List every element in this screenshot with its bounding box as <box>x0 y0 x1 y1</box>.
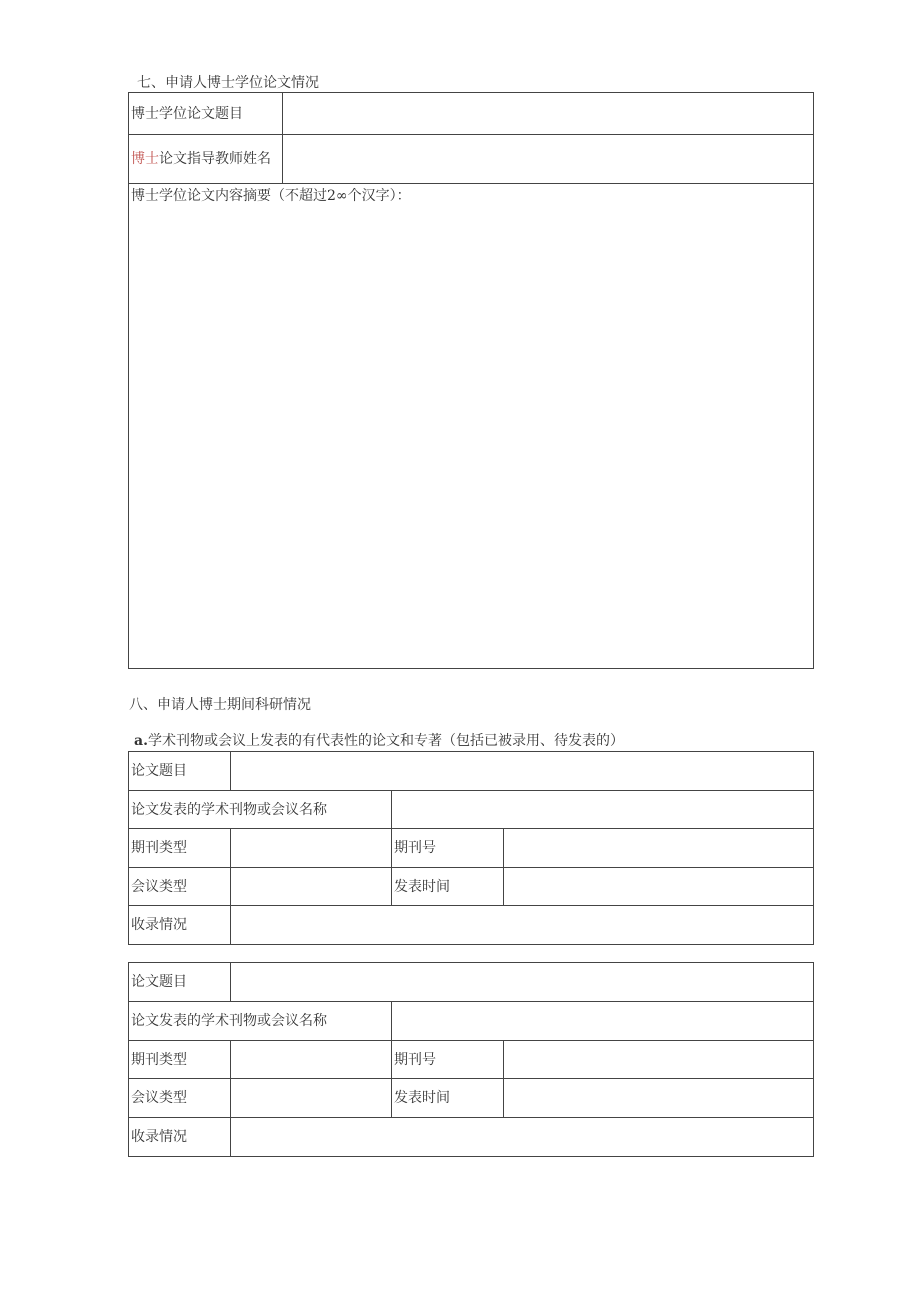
journal-no-field[interactable] <box>504 1041 814 1079</box>
sub-text: 学术刊物或会议上发表的有代表性的论文和专著（包括已被录用、待发表的） <box>147 733 624 749</box>
indexing-label: 收录情况 <box>129 1118 231 1157</box>
thesis-title-label: 博士学位论文题目 <box>129 93 283 135</box>
abstract-field[interactable] <box>129 184 814 669</box>
journal-no-label: 期刊号 <box>392 829 504 868</box>
pub-time-field[interactable] <box>504 1079 814 1118</box>
venue-label: 论文发表的学术刊物或会议名称 <box>129 791 392 829</box>
advisor-name-field[interactable] <box>283 135 814 184</box>
advisor-name-label <box>129 135 283 184</box>
venue-field[interactable] <box>392 791 814 829</box>
section-7-heading: 七、申请人博士学位论文情况 <box>137 75 319 91</box>
paper-title-field[interactable] <box>231 752 814 791</box>
abstract-label: 博士学位论文内容摘要（不超过2∞个汉字）： <box>131 188 411 204</box>
paper-title-label: 论文题目 <box>129 752 231 791</box>
thesis-info-table <box>128 92 814 669</box>
conference-type-field[interactable] <box>231 1079 392 1118</box>
journal-type-label: 期刊类型 <box>129 829 231 868</box>
conference-type-label: 会议类型 <box>129 868 231 906</box>
venue-label: 论文发表的学术刊物或会议名称 <box>129 1002 392 1041</box>
indexing-label: 收录情况 <box>129 906 231 945</box>
journal-type-field[interactable] <box>231 1041 392 1079</box>
journal-type-field[interactable] <box>231 829 392 868</box>
paper-title-label: 论文题目 <box>129 963 231 1002</box>
sub-prefix: a. <box>134 733 148 749</box>
paper-form-1 <box>128 751 814 945</box>
paper-form-2 <box>128 962 814 1157</box>
indexing-field[interactable] <box>231 1118 814 1157</box>
section-8-heading: 八、申请人博士期间科研情况 <box>129 697 311 713</box>
conference-type-field[interactable] <box>231 868 392 906</box>
journal-no-field[interactable] <box>504 829 814 868</box>
venue-field[interactable] <box>392 1002 814 1041</box>
pub-time-field[interactable] <box>504 868 814 906</box>
paper-title-field[interactable] <box>231 963 814 1002</box>
journal-no-label: 期刊号 <box>392 1041 504 1079</box>
advisor-label-highlight: 博士 <box>131 151 159 167</box>
pub-time-label: 发表时间 <box>392 1079 504 1118</box>
thesis-title-field[interactable] <box>283 93 814 135</box>
conference-type-label: 会议类型 <box>129 1079 231 1118</box>
pub-time-label: 发表时间 <box>392 868 504 906</box>
indexing-field[interactable] <box>231 906 814 945</box>
advisor-label-rest: 论文指导教师姓名 <box>159 151 271 167</box>
journal-type-label: 期刊类型 <box>129 1041 231 1079</box>
section-8a-subheading <box>134 732 624 750</box>
